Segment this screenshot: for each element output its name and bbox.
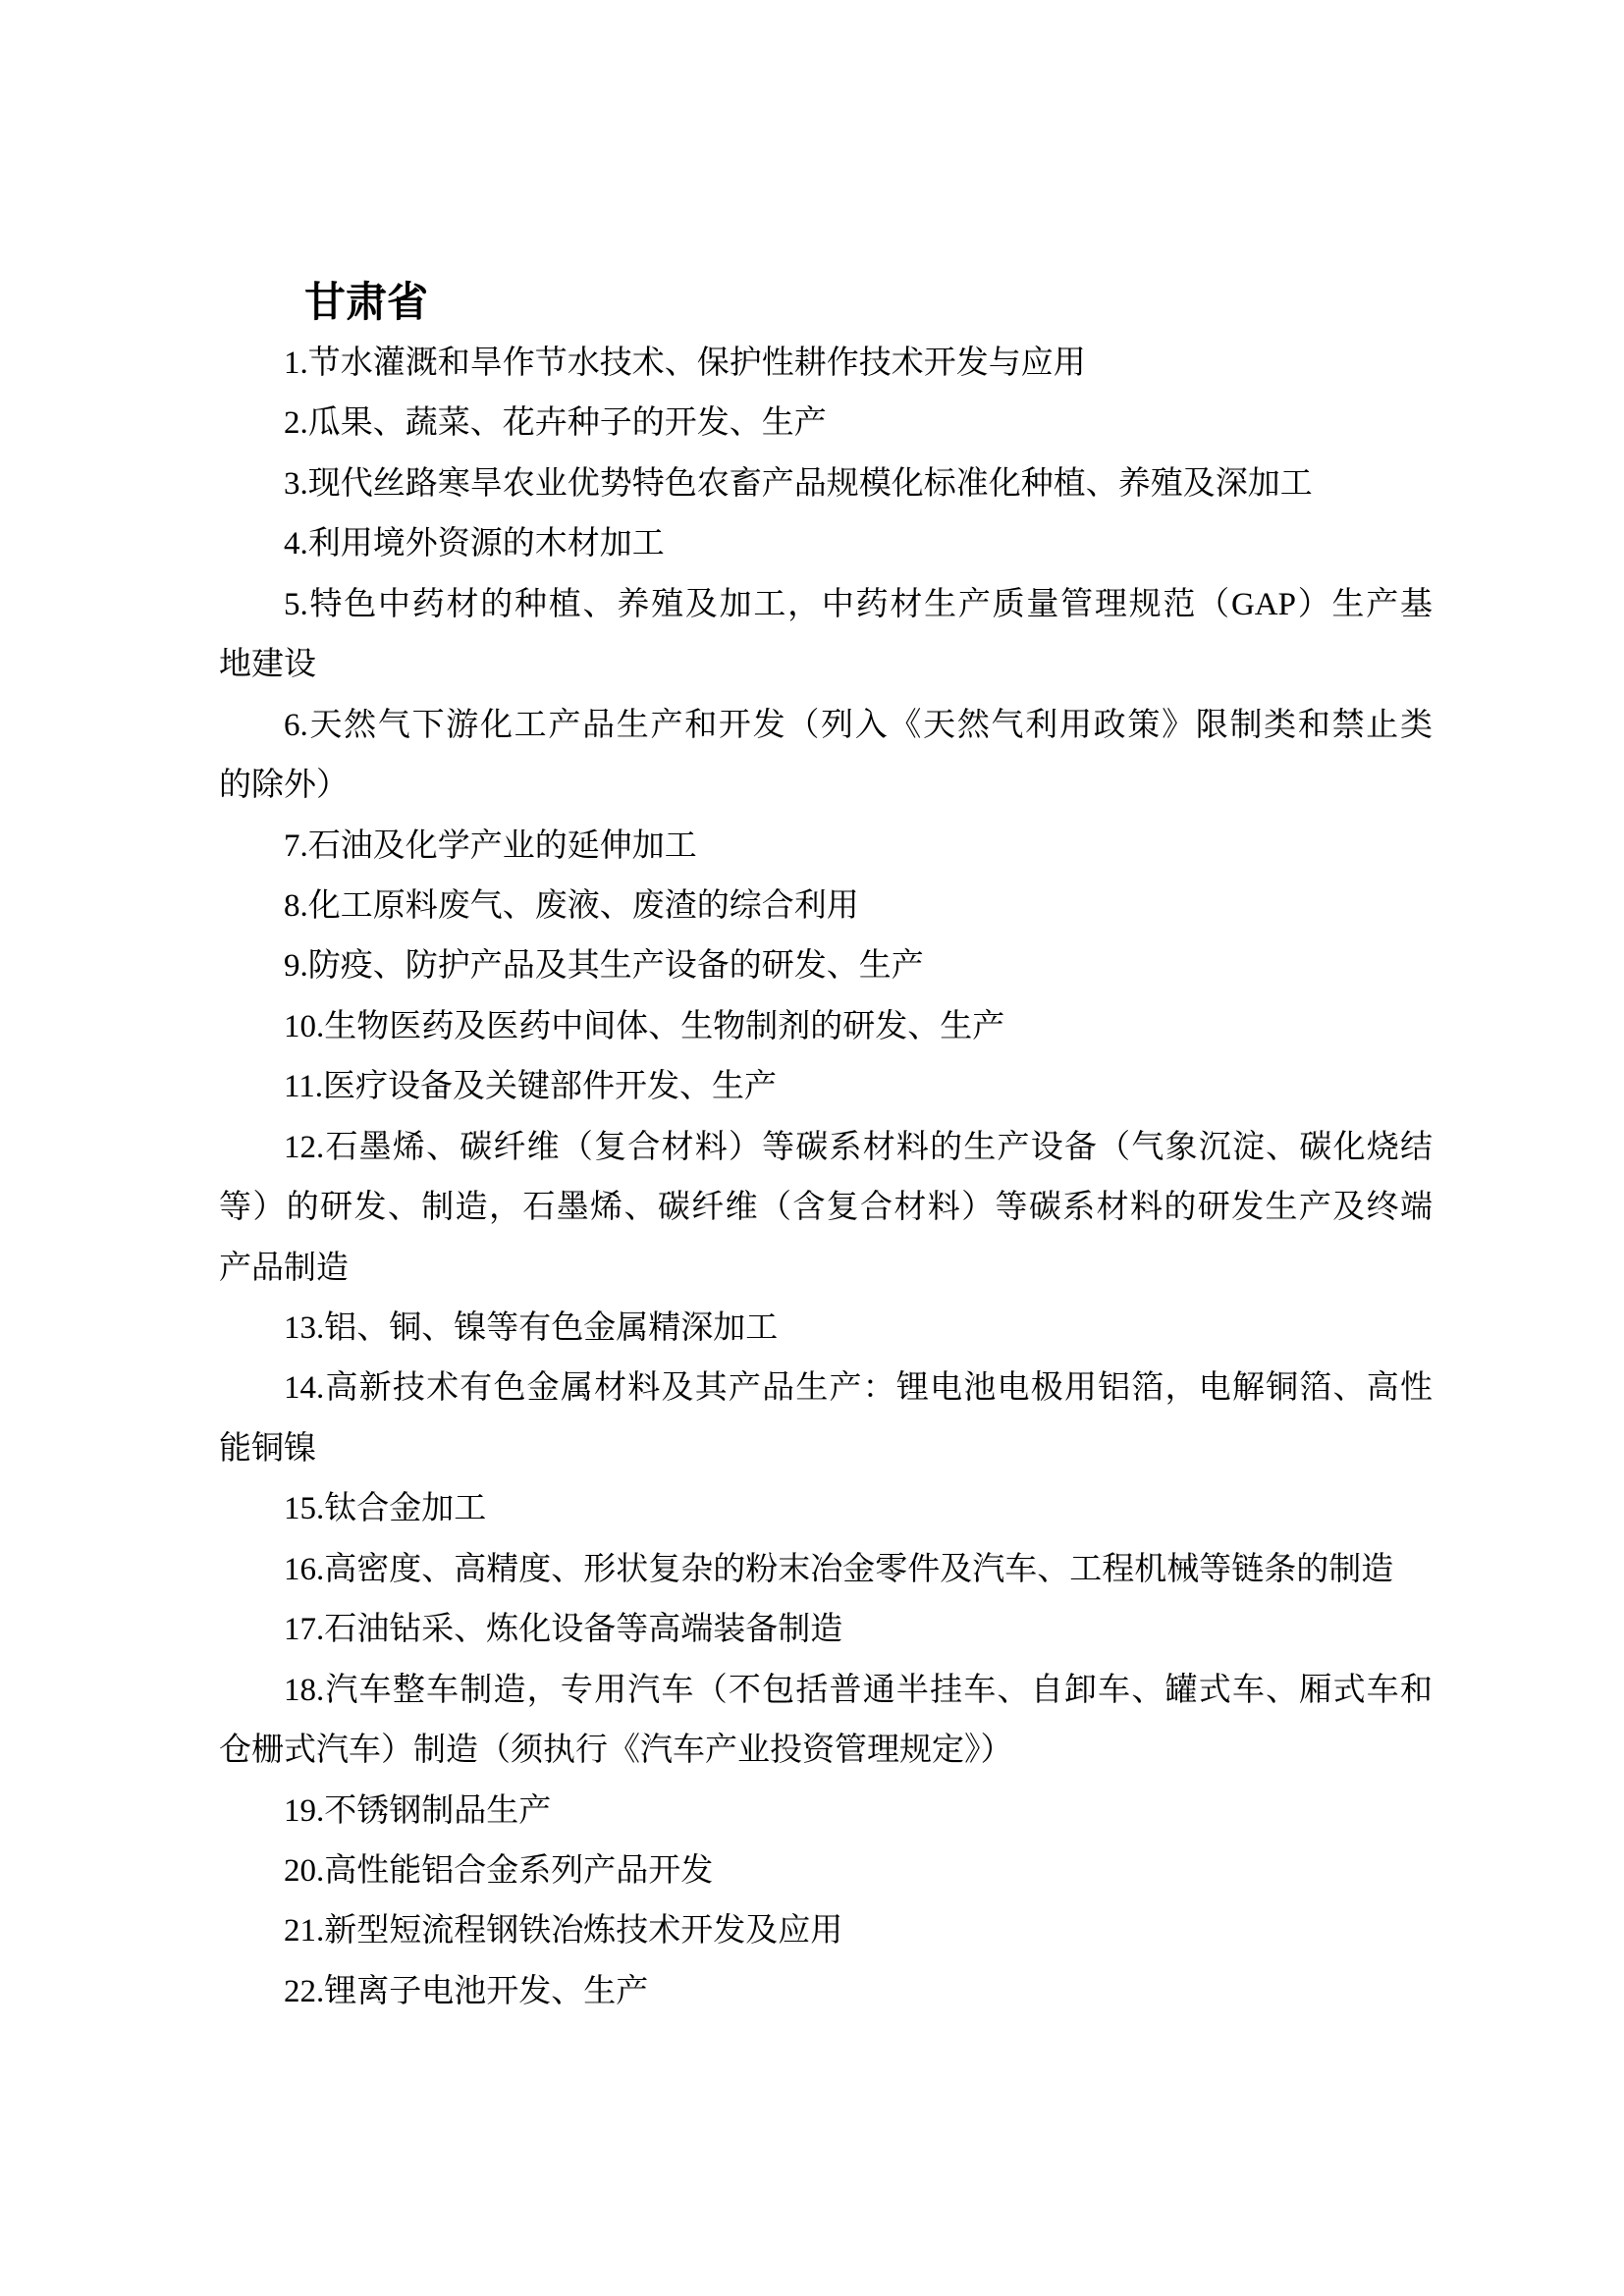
list-line: 8.化工原料废气、废液、废渣的综合利用 — [284, 887, 859, 924]
list-line: 的除外） — [219, 768, 349, 804]
document-body — [219, 334, 1433, 2022]
list-line: 2.瓜果、蔬菜、花卉种子的开发、生产 — [284, 405, 827, 442]
page-title: 甘肃省 — [304, 279, 429, 325]
list-line: 11.医疗设备及关键部件开发、生产 — [284, 1069, 778, 1105]
list-line: 15.钛合金加工 — [284, 1491, 487, 1527]
list-line: 17.石油钻采、炼化设备等高端装备制造 — [284, 1612, 843, 1648]
list-line: 5.特色中药材的种植、养殖及加工，中药材生产质量管理规范（GAP）生产基 — [284, 586, 1433, 622]
list-line: 6.天然气下游化工产品生产和开发（列入《天然气利用政策》限制类和禁止类 — [284, 707, 1433, 743]
list-line: 21.新型短流程钢铁冶炼技术开发及应用 — [284, 1913, 843, 1949]
list-line: 1.节水灌溉和旱作节水技术、保护性耕作技术开发与应用 — [284, 346, 1086, 381]
list-line: 产品制造 — [219, 1250, 349, 1286]
list-line: 能铜镍 — [219, 1430, 316, 1467]
list-line: 13.铝、铜、镍等有色金属精深加工 — [284, 1310, 779, 1346]
list-line: 22.锂离子电池开发、生产 — [284, 1973, 649, 2009]
list-line: 18.汽车整车制造，专用汽车（不包括普通半挂车、自卸车、罐式车、厢式车和 — [284, 1672, 1433, 1708]
list-line: 19.不锈钢制品生产 — [284, 1792, 552, 1829]
list-line: 地建设 — [219, 647, 316, 683]
list-line: 仓栅式汽车）制造（须执行《汽车产业投资管理规定》） — [219, 1733, 1013, 1769]
list-line: 12.石墨烯、碳纤维（复合材料）等碳系材料的生产设备（气象沉淀、碳化烧结 — [284, 1129, 1433, 1165]
list-line: 等）的研发、制造，石墨烯、碳纤维（含复合材料）等碳系材料的研发生产及终端 — [219, 1190, 1433, 1226]
list-line: 20.高性能铝合金系列产品开发 — [284, 1852, 714, 1889]
list-line: 16.高密度、高精度、形状复杂的粉末冶金零件及汽车、工程机械等链条的制造 — [284, 1551, 1394, 1587]
list-line: 9.防疫、防护产品及其生产设备的研发、生产 — [284, 948, 924, 985]
list-line: 10.生物医药及医药中间体、生物制剂的研发、生产 — [284, 1008, 1005, 1044]
list-line: 4.利用境外资源的木材加工 — [284, 526, 665, 562]
list-line: 14.高新技术有色金属材料及其产品生产：锂电池电极用铝箔，电解铜箔、高性 — [284, 1370, 1433, 1407]
list-line: 7.石油及化学产业的延伸加工 — [284, 828, 697, 864]
list-line: 3.现代丝路寒旱农业优势特色农畜产品规模化标准化种植、养殖及深加工 — [284, 465, 1313, 502]
